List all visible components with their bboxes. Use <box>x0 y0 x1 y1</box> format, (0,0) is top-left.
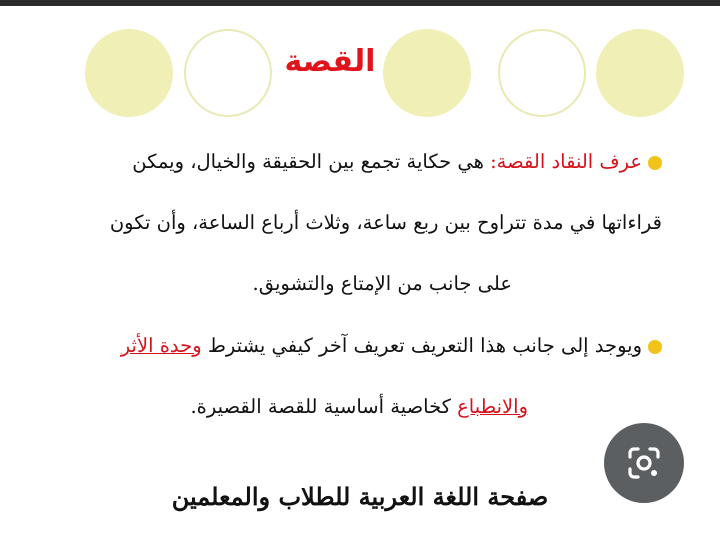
paragraph-text: كخاصية أساسية للقصة القصيرة. <box>190 395 458 418</box>
bullet-icon <box>648 340 662 354</box>
lens-search-button[interactable] <box>604 423 684 503</box>
paragraph-2-line-1 <box>121 334 662 357</box>
decor-circle-ring <box>184 29 272 117</box>
decor-circle-filled <box>383 29 471 117</box>
paragraph-2-line-2 <box>190 395 528 418</box>
paragraph-1-line-1 <box>132 150 662 173</box>
google-lens-icon <box>624 443 664 483</box>
footer-caption: صفحة اللغة العربية للطلاب والمعلمين <box>171 482 549 511</box>
decor-circle-filled <box>596 29 684 117</box>
highlight-term: وحدة الأثر <box>120 334 202 357</box>
bullet-icon <box>648 156 662 170</box>
definition-term: عرف النقاد القصة: <box>490 150 642 173</box>
paragraph-1-line-3: على جانب من الإمتاع والتشويق. <box>252 272 512 295</box>
decor-circle-filled <box>85 29 173 117</box>
highlight-term: والانطباع <box>457 395 528 418</box>
decor-circle-ring <box>498 29 586 117</box>
paragraph-text: هي حكاية تجمع بين الحقيقة والخيال، ويمكن <box>132 150 491 173</box>
paragraph-1-line-2: قراءاتها في مدة تتراوح بين ربع ساعة، وثلاث أرباع الساعة، وأن تكون <box>109 211 662 234</box>
page-title: القصة <box>284 44 376 79</box>
top-bar <box>0 0 720 6</box>
paragraph-text: ويوجد إلى جانب هذا التعريف تعريف آخر كيفي يشترط <box>201 334 642 357</box>
